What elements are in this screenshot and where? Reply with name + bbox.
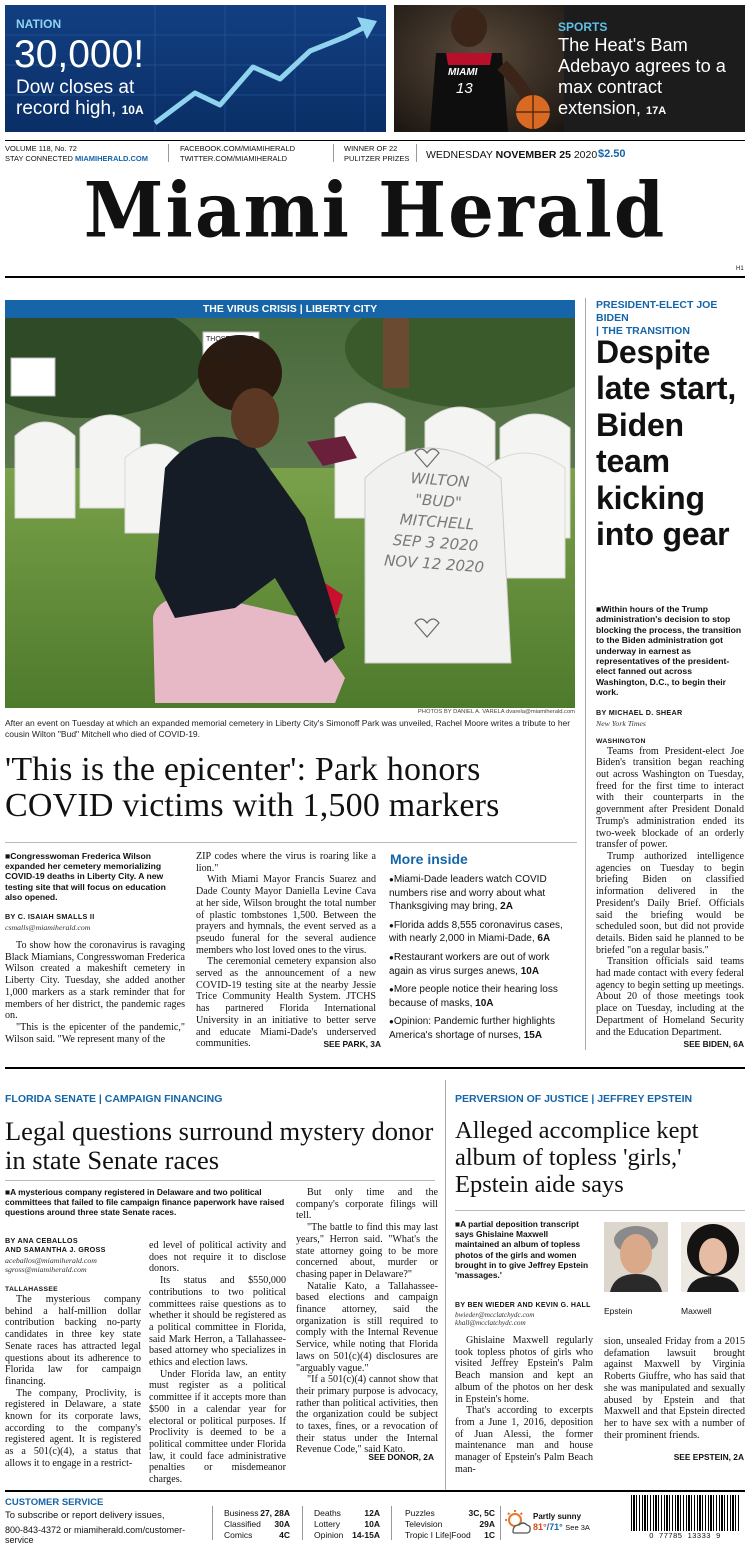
- weather-low: /71°: [546, 1522, 563, 1532]
- price: $2.50: [598, 148, 626, 160]
- biden-kicker: PRESIDENT-ELECT JOE BIDEN | THE TRANSITION: [596, 299, 718, 337]
- nation-promo[interactable]: [5, 5, 386, 132]
- barcode: [625, 1495, 745, 1541]
- senate-summary: ■ A mysterious company registered in Delaware and two political committees that failed to file campaign finance paperwork have raised questions around three state Senate races.: [5, 1187, 290, 1218]
- epstein-portrait: [604, 1222, 668, 1292]
- more-inside-list: [389, 873, 576, 1043]
- nation-sub: Dow closes at record high, 10A: [16, 77, 144, 119]
- epstein-headline[interactable]: Alleged accomplice kept album of topless 'girls,' Epstein aide says: [455, 1117, 699, 1198]
- more-inside-item[interactable]: ●More people notice their hearing loss because of masks, 10A: [389, 984, 558, 1009]
- customer-service-title: CUSTOMER SERVICE: [5, 1497, 104, 1508]
- senate-body-3: But only time and the company's corporate filings will tell. "The battle to find this may last years," Herron said. "What's the state attorney going to be more concerned about, murder or chasing paper in Delaware?" Natalie Kato, a Tallahassee-based elections and campaign finance attorney, said the organization is still required to comply with the Internal Revenue Service, while noting that Florida laws on 501(c)(4) disclosures are "arguably vague." "If a 501(c)(4) cannot show that their primary purpose is advocacy, rather than political activities, then the organization could be subject to taxes, fines, or a revocation of their status under the Internal Revenue Code," said Kato.: [296, 1187, 438, 1456]
- weather-condition: Partly sunny: [533, 1512, 582, 1521]
- senate-dateline: TALLAHASSEE: [5, 1286, 59, 1293]
- epstein-summary-wrap: [455, 1219, 593, 1280]
- barcode-bars: [631, 1495, 739, 1531]
- senate-body-1: BY ANA CEBALLOS AND SAMANTHA J. GROSS aceballos@miamiherald.com sgross@miamiherald.com TALLAHASSEE The mysterious company behind a half-million dollar contribution backing no-party candidates in three key state Senate races has attracted legal questions about its adherence to Florida law for campaign financing. The company, Proclivity, is registered in Delaware, a state known for its corporate laws, according to the company's registered agent. It is registered as a 501(c)(4), a status that allows it to engage in a restrict-: [5, 1236, 141, 1469]
- senate-jump[interactable]: SEE DONOR, 2A: [368, 1452, 434, 1462]
- maxwell-photo-label: Maxwell: [681, 1306, 712, 1316]
- index-col-1: Business 27, 28A Classified 30A Comics 4C: [224, 1508, 290, 1540]
- pulitzer-note: WINNER OF 22 PULITZER PRIZES: [344, 144, 410, 163]
- nation-page: 10A: [121, 103, 144, 117]
- lead-col-2: ZIP codes where the virus is roaring like a lion." With Miami Mayor Francis Suarez and Dade County Mayor Daniella Levine Cava at her side, Wilson brought the total number of plastic tombstones 1,500. Between the prayers and hymnals, the event served as a pseudo funeral for the several audience members who lost loved ones to the virus. The ceremonial cemetery expansion also served as the announcement of a new COVID-19 testing site at the nearby Jessie Trice Community Health System. JTCHS has partnered Florida International University in an initiative to better serve and educate Miami-Dade's underserved communities.: [196, 851, 376, 1050]
- tombstone-writing: WILTON "BUD" MITCHELL SEP 3 2020 NOV 12 2020: [383, 469, 485, 577]
- epstein-email-2[interactable]: khall@mcclatchydc.com: [455, 1319, 526, 1327]
- senate-email-2[interactable]: sgross@miamiherald.com: [5, 1265, 87, 1274]
- photo-credit: PHOTOS BY DANIEL A. VARELA dvarela@miamiherald.com: [417, 709, 575, 715]
- lead-headline[interactable]: 'This is the epicenter': Park honors COVID victims with 1,500 markers: [5, 751, 500, 824]
- biden-summary: ■ Within hours of the Trump administration's decision to stop blocking the process, the transition to the Biden administration got underway in earnest as representatives of the president-elect fanned out across Washington, D.C., to begin their work.: [596, 604, 744, 698]
- lead-email[interactable]: csmalls@miamiherald.com: [5, 923, 91, 933]
- index-col-2: Deaths 12A Lottery 10A Opinion 14-15A: [314, 1508, 380, 1540]
- sports-page: 17A: [645, 105, 667, 117]
- edition-code: H1: [736, 266, 744, 272]
- epstein-email-1[interactable]: bwieder@mcclatchydc.com: [455, 1311, 535, 1319]
- jersey-team: MIAMI: [448, 67, 478, 78]
- more-inside-title: More inside: [390, 851, 468, 867]
- maxwell-portrait: [681, 1222, 745, 1292]
- nation-kicker: NATION: [16, 17, 62, 31]
- biden-byline: BY MICHAEL D. SHEAR: [596, 707, 683, 717]
- customer-service-contact[interactable]: 800-843-4372 or miamiherald.com/customer-service: [5, 1525, 186, 1545]
- senate-kicker: FLORIDA SENATE | CAMPAIGN FINANCING: [5, 1093, 223, 1105]
- lead-kicker-bar: [5, 300, 575, 318]
- more-inside-box: [389, 851, 576, 1048]
- partly-sunny-icon: [505, 1510, 531, 1536]
- barcode-number: 0 77785 13333 9: [649, 1531, 721, 1540]
- site-link[interactable]: MIAMIHERALD.COM: [75, 154, 148, 163]
- senate-email-1[interactable]: aceballos@miamiherald.com: [5, 1256, 97, 1265]
- lead-byline: BY C. ISAIAH SMALLS II: [5, 912, 95, 922]
- biden-dateline: WASHINGTON: [596, 737, 646, 745]
- senate-headline[interactable]: Legal questions surround mystery donor in state Senate races: [5, 1116, 434, 1175]
- lead-kicker: THE VIRUS CRISIS | LIBERTY CITY: [202, 303, 378, 315]
- biden-summary-wrap: ■ Within hours of the Trump administration's decision to stop blocking the process, the transition to the Biden administration got underway in earnest as representatives of the president-elect fanned out across Washington, D.C., to begin their work. BY MICHAEL D. SHEAR New York Times WASHINGTON Teams from President-elect Joe Biden's transition began reaching out across Washington on Tuesday, freed for the first time to interact with their counterparts in the government after President Donald Trump's administration ended its two-week blockade of an orderly transfer of power. Trump authorized intelligence agencies on Tuesday to begin briefing Biden on classified information delivered in the President's Daily Brief. Officials said the briefing would be scheduled soon, but did not provide details. Biden said he planned to be briefed "on a regular basis." Transition officials said teams had made contact with every federal agency to begin setting up meetings. About 20 of those meetings took place on Tuesday, including at the Department of Homeland Security and the Education Department.: [596, 604, 744, 1038]
- lead-jump[interactable]: SEE PARK, 3A: [323, 1039, 381, 1049]
- weather-high: 81°: [533, 1522, 547, 1532]
- weather-see: See 3A: [565, 1523, 590, 1532]
- photo-caption: After an event on Tuesday at which an expanded memorial cemetery in Liberty City's Simonoff Park was unveiled, Rachel Moore writes a tribute to her cousin Wilton "Bud" Mitchell who died of COVID-19.: [5, 718, 571, 739]
- issue-date: WEDNESDAY NOVEMBER 25 2020: [426, 149, 598, 161]
- biden-source: New York Times: [596, 718, 646, 728]
- sports-kicker: SPORTS: [558, 20, 608, 34]
- senate-body-2: ed level of political activity and does not require it to disclose donors. Its status and $550,000 contributions to two political committees raise questions as to whether it should be registered as a political committee in Florida, said Mark Herron, a Tallahassee-based attorney who specializes in ethics and election laws. Under Florida law, an entity must register as a political committee if it accepts more than $500 in a calendar year for electoral or political purposes. If Proclivity is deemed to be a political committee under Florida law, it could face administrative penalties or misdemeanor charges.: [149, 1240, 286, 1486]
- more-inside-item[interactable]: ●Restaurant workers are out of work again as virus surges anews, 10A: [389, 951, 550, 977]
- epstein-jump[interactable]: SEE EPSTEIN, 2A: [673, 1452, 744, 1462]
- epstein-body-1: BY BEN WIEDER AND KEVIN G. HALL bwieder@mcclatchydc.com khall@mcclatchydc.com Ghislaine Maxwell regularly took topless photos of girls who visited Jeffrey Epstein's Palm Beach mansion and kept an album of the photos on her desk in Epstein's home. That's according to excerpts from a June 1, 2016, deposition of Juan Alessi, the former maintenance man and house manager of Epstein's Palm Beach man-: [455, 1302, 593, 1475]
- sports-headline: The Heat's Bam Adebayo agrees to a max contract extension, 17A: [558, 35, 726, 118]
- index-col-3: Puzzles 3C, 5C Television 29A Tropic I Life|Food 1C: [405, 1508, 495, 1540]
- senate-col-1: [5, 1187, 290, 1218]
- epstein-kicker: PERVERSION OF JUSTICE | JEFFREY EPSTEIN: [455, 1093, 693, 1105]
- more-inside-item[interactable]: ●Florida adds 8,555 coronavirus cases, with nearly 2,000 in Miami-Dade, 6A: [389, 919, 563, 945]
- sports-promo[interactable]: [394, 5, 745, 132]
- weather: [533, 1511, 603, 1533]
- epstein-summary: ■ A partial deposition transcript says Ghislaine Maxwell maintained an album of topless photos of the girls and women brought in to give Jeffrey Epstein 'massages.': [455, 1219, 593, 1280]
- epstein-byline: BY BEN WIEDER AND KEVIN G. HALL: [455, 1302, 591, 1309]
- social-links[interactable]: FACEBOOK.COM/MIAMIHERALD TWITTER.COM/MIAMIHERALD: [180, 144, 296, 163]
- biden-jump[interactable]: SEE BIDEN, 6A: [683, 1039, 744, 1049]
- memorial-sign: THOSE WE'VE LOST TO COVID-19: [205, 336, 254, 359]
- more-inside-item[interactable]: ●Miami-Dade leaders watch COVID numbers rise and worry about what Thanksgiving may bring, 2A: [389, 874, 547, 913]
- more-inside-item[interactable]: ●Opinion: Pandemic further highlights America's shortage of nurses, 15A: [389, 1016, 556, 1041]
- lead-col-1: ■ Congresswoman Frederica Wilson expanded her cemetery memorializing COVID-19 deaths in Liberty City. A new testing site that will focus on education also opened. BY C. ISAIAH SMALLS II csmalls@miamiherald.com To show how the coronavirus is ravaging Black Miamians, Congresswoman Frederica Wilson created a makeshift cemetery in Liberty City. Tuesday, she added another 1,000 markers as a stark reminder that for members of her district, the pandemic rages on. "This is the epicenter of the pandemic," Wilson said. "We represent many of the: [5, 851, 185, 1045]
- nation-headline: 30,000!: [14, 33, 145, 76]
- epstein-photo-label: Epstein: [604, 1306, 633, 1316]
- customer-service: CUSTOMER SERVICE To subscribe or report delivery issues, 800-843-4372 or miamiherald.com/customer-service: [5, 1497, 205, 1545]
- biden-headline[interactable]: Despite late start, Biden team kicking into gear: [596, 334, 737, 553]
- newspaper-nameplate: Miami Herald: [83, 164, 667, 255]
- jersey-number: 13: [456, 80, 473, 97]
- lead-summary: ■ Congresswoman Frederica Wilson expanded her cemetery memorializing COVID-19 deaths in Liberty City. A new testing site that will focus on education also opened.: [5, 851, 185, 902]
- epstein-body-2: sion, unsealed Friday from a 2015 defamation lawsuit brought against Maxwell by Virginia Roberts Giuffre, who has said that she was manipulated and sexually abused by Epstein and that Maxwell and that Epstein directed her to have sex with a number of their prominent friends.: [604, 1336, 745, 1441]
- volume-info: VOLUME 118, No. 72 STAY CONNECTED MIAMIHERALD.COM: [5, 144, 148, 163]
